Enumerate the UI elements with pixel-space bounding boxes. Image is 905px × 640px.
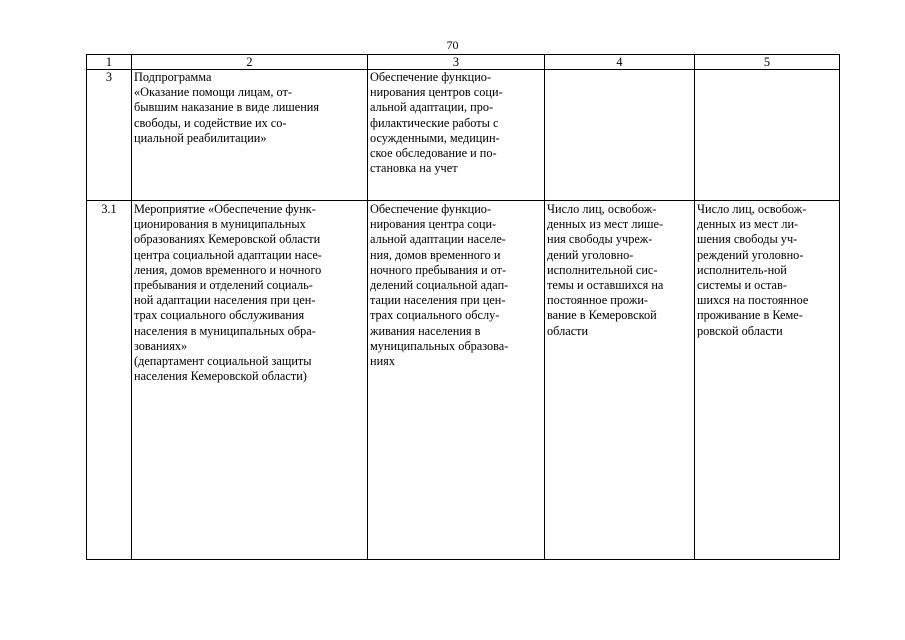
cell-text-line: ниях	[370, 354, 395, 369]
cell-text-line: дений уголовно-	[547, 247, 634, 262]
row-description-cell	[368, 70, 545, 201]
cell-text-line: постоянное прожи-	[547, 293, 649, 308]
table-row	[87, 201, 840, 560]
cell-text-line: нирования центров соци-	[370, 85, 503, 100]
cell-text-line: живания населения в	[370, 323, 481, 338]
cell-text-line: населения Кемеровской области)	[134, 369, 307, 384]
cell-text-line: Подпрограмма	[134, 70, 212, 84]
cell-text-line: трах социального обслуживания	[134, 308, 305, 323]
cell-text-line: осужденными, медицин-	[370, 130, 500, 145]
cell-text-line: темы и оставшихся на	[547, 278, 664, 293]
cell-text-line: нирования центра соци-	[370, 217, 497, 232]
cell-text-line: Число лиц, освобож-	[697, 202, 807, 216]
header-cell-2: 2	[132, 55, 368, 70]
cell-text-line: Мероприятие «Обеспечение функ-	[134, 202, 316, 216]
cell-text-line: альной адаптации, про-	[370, 100, 494, 115]
cell-text-line: циальной реабилитации»	[134, 130, 267, 145]
row-indicator-cell	[545, 70, 695, 201]
row-title-cell	[132, 201, 368, 560]
cell-text-line: исполнительной сис-	[547, 262, 658, 277]
cell-text-line: ционирования в муниципальных	[134, 217, 306, 232]
cell-text-line: (департамент социальной защиты	[134, 354, 312, 369]
cell-text-line: становка на учет	[370, 161, 458, 176]
cell-text-line: области	[547, 323, 589, 338]
program-table	[86, 54, 840, 560]
row-number: 3.1	[87, 201, 132, 560]
cell-text-line: зованиях»	[134, 338, 188, 353]
cell-text-line: филактические работы с	[370, 115, 499, 130]
row-description-cell	[368, 201, 545, 560]
table-row	[87, 70, 840, 201]
cell-text-line: делений социальной адап-	[370, 278, 509, 293]
cell-text-line: ровской области	[697, 323, 783, 338]
cell-text-line: ления, домов временного и ночного	[134, 262, 322, 277]
table-header-row	[87, 55, 840, 70]
row-indicator-cell-2	[695, 201, 840, 560]
cell-text-line: ной адаптации населения при цен-	[134, 293, 316, 308]
page-number: 70	[446, 38, 459, 52]
cell-text-line: Число лиц, освобож-	[547, 202, 657, 216]
cell-text-line: Обеспечение функцио-	[370, 70, 492, 84]
row-indicator-cell	[545, 201, 695, 560]
cell-text-line: исполнитель-ной	[697, 262, 787, 277]
cell-text-line: образованиях Кемеровской области	[134, 232, 321, 247]
cell-text-line: ночного пребывания и от-	[370, 262, 507, 277]
cell-text-line: муниципальных образова-	[370, 338, 509, 353]
cell-text-line: вание в Кемеровской	[547, 308, 657, 323]
header-cell-4: 4	[545, 55, 695, 70]
row-indicator-cell-2	[695, 70, 840, 201]
header-cell-1: 1	[87, 55, 132, 70]
cell-text-line: пребывания и отделений социаль-	[134, 278, 313, 293]
cell-text-line: реждений уголовно-	[697, 247, 804, 262]
header-cell-3: 3	[368, 55, 545, 70]
cell-text-line: денных из мест лише-	[547, 217, 664, 232]
cell-text-line: ское обследование и по-	[370, 146, 497, 161]
cell-text-line: населения в муниципальных обра-	[134, 323, 316, 338]
header-cell-5: 5	[695, 55, 840, 70]
cell-text-line: центра социальной адаптации насе-	[134, 247, 322, 262]
cell-text-line: шения свободы уч-	[697, 232, 798, 247]
row-title-cell	[132, 70, 368, 201]
cell-text-line: бывшим наказание в виде лишения	[134, 100, 320, 115]
cell-text-line: тации населения при цен-	[370, 293, 506, 308]
cell-text-line: системы и остав-	[697, 278, 787, 293]
row-number: 3	[87, 70, 132, 201]
cell-text-line: Обеспечение функцио-	[370, 202, 492, 216]
cell-text-line: шихся на постоянное	[697, 293, 809, 308]
cell-text-line: ния, домов временного и	[370, 247, 501, 262]
cell-text-line: свободы, и содействие их со-	[134, 115, 287, 130]
cell-text-line: денных из мест ли-	[697, 217, 799, 232]
cell-text-line: альной адаптации населе-	[370, 232, 506, 247]
cell-text-line: «Оказание помощи лицам, от-	[134, 85, 292, 100]
cell-text-line: ния свободы учреж-	[547, 232, 653, 247]
cell-text-line: проживание в Кеме-	[697, 308, 803, 323]
cell-text-line: трах социального обслу-	[370, 308, 500, 323]
